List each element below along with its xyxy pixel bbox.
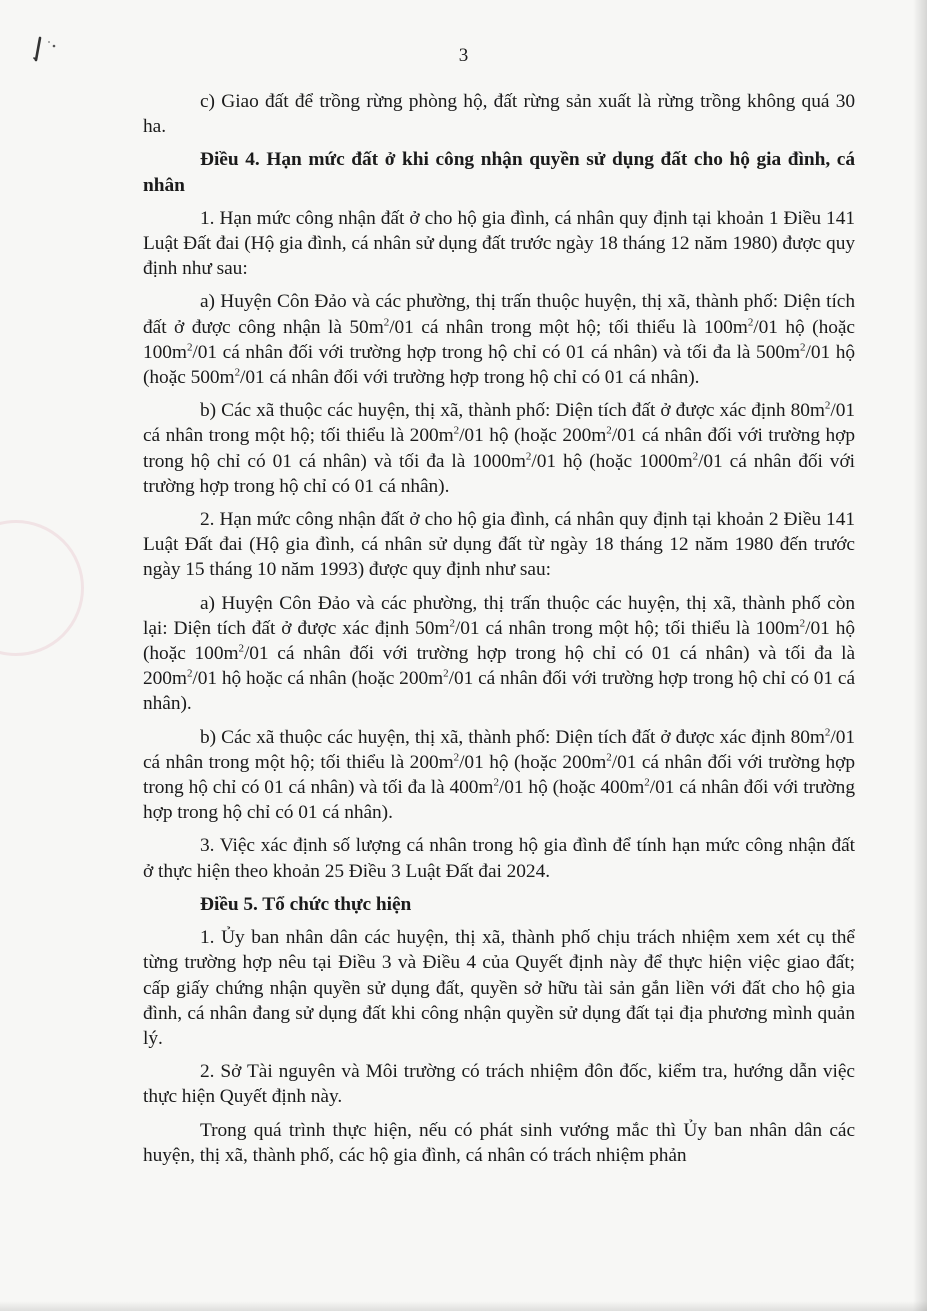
paragraph: 3. Việc xác định số lượng cá nhân trong hộ gia đình để tính hạn mức công nhận đất ở thực hiện theo khoản 25 Điều 3 Luật Đất đai 2024. [143,835,855,882]
faint-seal-mark [0,520,84,656]
page-number: 3 [458,45,469,66]
article-heading: Điều 5. Tổ chức thực hiện [200,893,412,915]
scan-shadow-edge [913,0,927,1311]
paragraph: 2. Sở Tài nguyên và Môi trường có trách nhiệm đôn đốc, kiểm tra, hướng dẫn việc thực hiện Quyết định này. [143,1061,855,1108]
paragraph: a) Huyện Côn Đảo và các phường, thị trấn thuộc các huyện, thị xã, thành phố còn lại: Diện tích đất ở được xác định $50m^2/01$ cá nhân trong một hộ; tối thiểu là $100m^2/01$ hộ (hoặc $100m^2/01$ cá nhân đối với trường hợp trong hộ chỉ có 01 cá nhân) và tối đa là $200m^2/01$ hộ hoặc cá nhân (hoặc $200m^2/01$ cá nhân đối với trường hợp trong hộ chỉ có 01 cá nhân). [143,592,856,715]
paragraph: a) Huyện Côn Đảo và các phường, thị trấn thuộc huyện, thị xã, thành phố: Diện tích đất ở được công nhận là $50m^2/01$ cá nhân trong một hộ; tối thiểu là $100m^2/01$ hộ (hoặc $100m^2/01$ cá nhân đối với trường hợp trong hộ chỉ có 01 cá nhân) và tối đa là $500m^2/01$ hộ (hoặc $500m^2/01$ cá nhân đối với trường hợp trong hộ chỉ có 01 cá nhân). [143,291,856,389]
article-heading: Điều 4. Hạn mức đất ở khi công nhận quyền sử dụng đất cho hộ gia đình, cá nhân [143,149,855,196]
scan-shadow-bottom [0,1301,927,1311]
paragraph: 2. Hạn mức công nhận đất ở cho hộ gia đình, cá nhân quy định tại khoản 2 Điều 141 Luật Đất đai (Hộ gia đình, cá nhân sử dụng đất từ ngày 18 tháng 12 năm 1980 đến trước ngày 15 tháng 10 năm 1993) được quy định như sau: [143,509,855,581]
paragraph: b) Các xã thuộc các huyện, thị xã, thành phố: Diện tích đất ở được xác định $80m^2/01$ cá nhân trong một hộ; tối thiểu là $200m^2/01$ hộ (hoặc $200m^2/01$ cá nhân đối với trường hợp trong hộ chỉ có 01 cá nhân) và tối đa là $1000m^2/01$ hộ (hoặc $1000m^2/01$ cá nhân đối với trường hợp trong hộ chỉ có 01 cá nhân). [143,399,855,497]
paragraph: Trong quá trình thực hiện, nếu có phát sinh vướng mắc thì Ủy ban nhân dân các huyện, thị xã, thành phố, các hộ gia đình, cá nhân có trách nhiệm phản [143,1119,855,1166]
paragraph: c) Giao đất để trồng rừng phòng hộ, đất rừng sản xuất là rừng trồng không quá 30 ha. [143,91,855,138]
paragraph: 1. Ủy ban nhân dân các huyện, thị xã, thành phố chịu trách nhiệm xem xét cụ thể từng trường hợp nêu tại Điều 3 và Điều 4 của Quyết định này để thực hiện việc giao đất; cấp giấy chứng nhận quyền sử dụng đất, quyền sở hữu tài sản gắn liền với đất cho hộ gia đình, cá nhân đang sử dụng đất khi công nhận quyền sử dụng đất tại địa phương mình quản lý. [143,927,855,1049]
document-body [143,89,855,1176]
paragraph: 1. Hạn mức công nhận đất ở cho hộ gia đình, cá nhân quy định tại khoản 1 Điều 141 Luật Đất đai (Hộ gia đình, cá nhân sử dụng đất trước ngày 18 tháng 12 năm 1980) được quy định như sau: [143,207,855,280]
paragraph: b) Các xã thuộc các huyện, thị xã, thành phố: Diện tích đất ở được xác định $80m^2/01$ cá nhân trong một hộ; tối thiểu là $200m^2/01$ hộ (hoặc $200m^2/01$ cá nhân đối với trường hợp trong hộ chỉ có 01 cá nhân) và tối đa là $400m^2/01$ hộ (hoặc $400m^2/01$ cá nhân đối với trường hợp trong hộ chỉ có 01 cá nhân). [143,726,855,824]
